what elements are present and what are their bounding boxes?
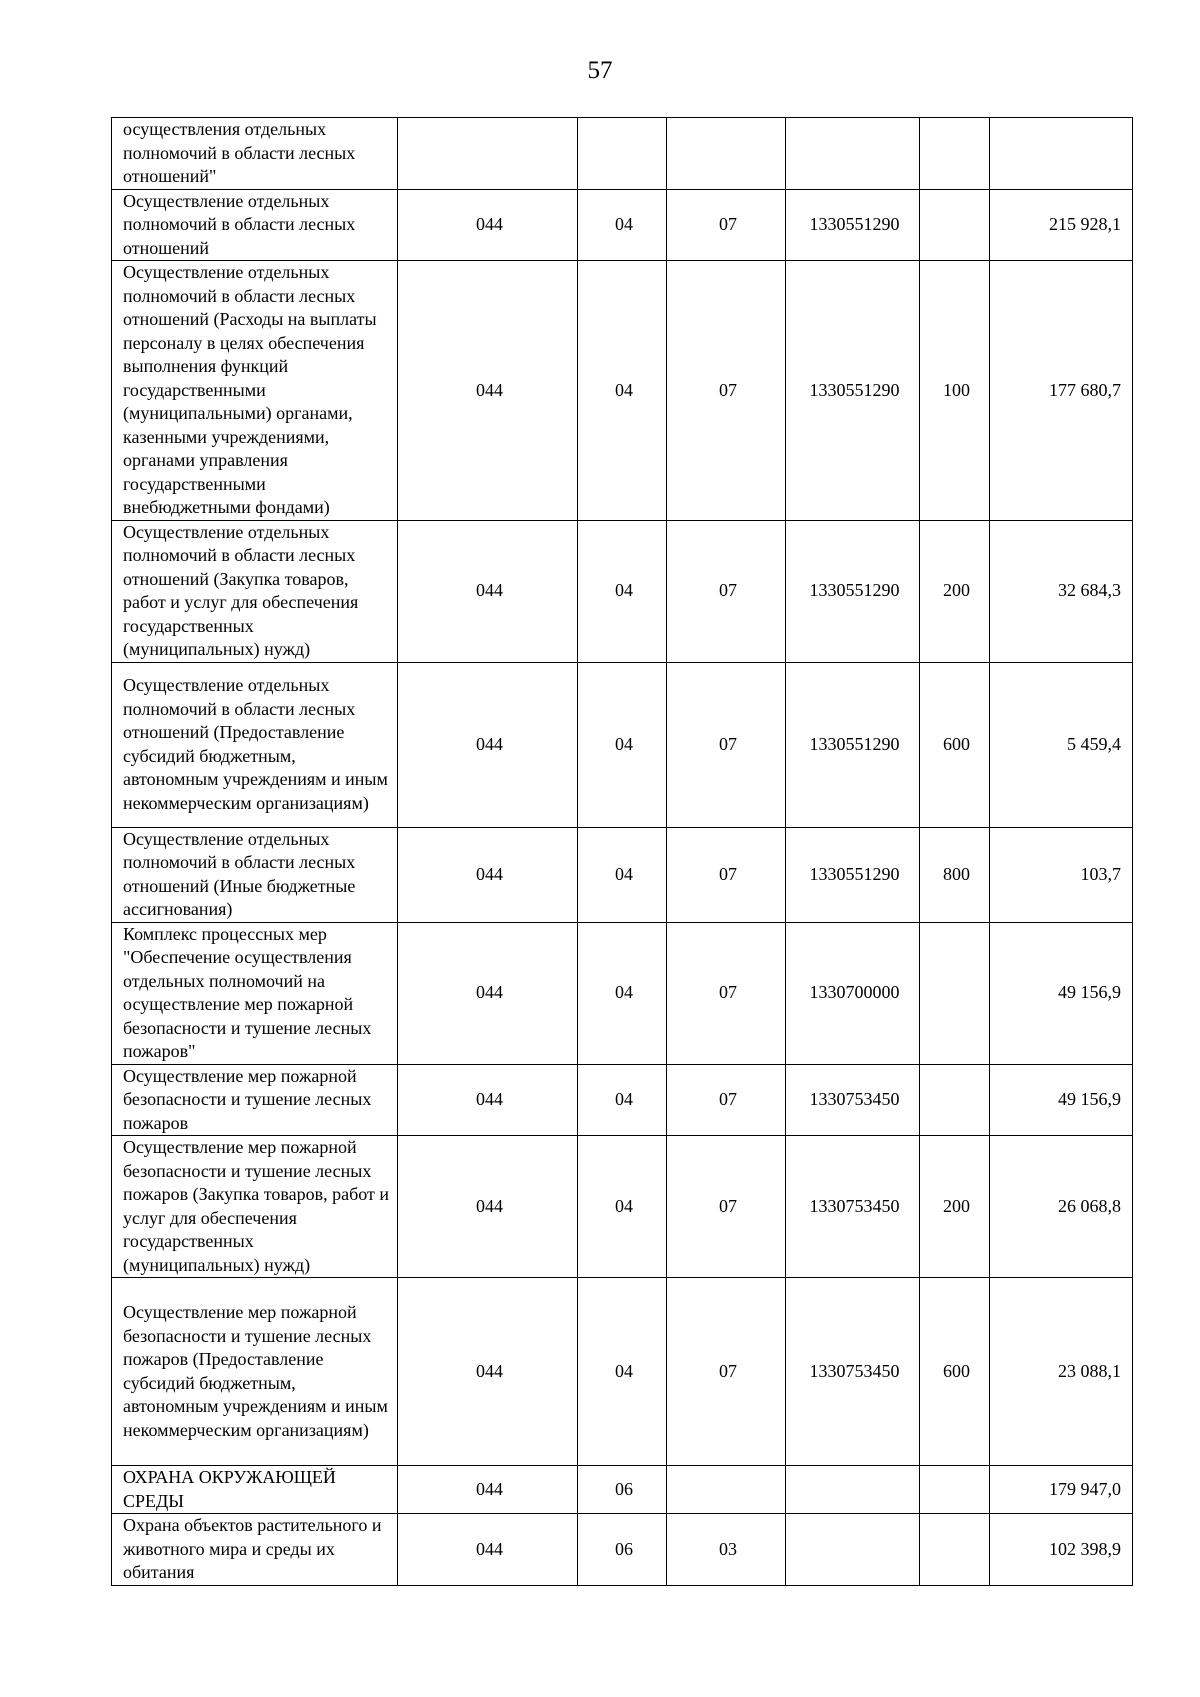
row-name: Осуществление отдельных полномочий в области лесных отношений (Закупка товаров, работ и услуг для обеспечения государственных (муниципальных) нужд) bbox=[112, 520, 398, 662]
row-sum: 32 684,3 bbox=[990, 520, 1133, 662]
row-rz: 04 bbox=[578, 1064, 667, 1136]
row-ved: 044 bbox=[398, 520, 578, 662]
row-sum: 177 680,7 bbox=[990, 261, 1133, 521]
row-pr: 07 bbox=[667, 520, 786, 662]
table-row bbox=[112, 827, 1133, 922]
row-csr: 1330753450 bbox=[786, 1136, 920, 1278]
row-name: ОХРАНА ОКРУЖАЮЩЕЙ СРЕДЫ bbox=[112, 1466, 398, 1514]
row-ved: 044 bbox=[398, 922, 578, 1064]
row-sum: 102 398,9 bbox=[990, 1514, 1133, 1586]
row-sum: 23 088,1 bbox=[990, 1278, 1133, 1466]
row-rz: 04 bbox=[578, 827, 667, 922]
row-name: Осуществление мер пожарной безопасности и тушение лесных пожаров (Предоставление субсидий бюджетным, автономным учреждениям и иным некоммерческим организациям) bbox=[112, 1278, 398, 1466]
row-vr: 600 bbox=[920, 662, 990, 827]
row-pr: 07 bbox=[667, 1064, 786, 1136]
row-vr: 800 bbox=[920, 827, 990, 922]
row-rz: 04 bbox=[578, 520, 667, 662]
row-ved: 044 bbox=[398, 261, 578, 521]
row-name: Осуществление мер пожарной безопасности и тушение лесных пожаров bbox=[112, 1064, 398, 1136]
row-rz: 04 bbox=[578, 662, 667, 827]
budget-table bbox=[111, 117, 1133, 1586]
row-ved: 044 bbox=[398, 1514, 578, 1586]
row-ved: 044 bbox=[398, 662, 578, 827]
row-pr: 07 bbox=[667, 662, 786, 827]
row-vr bbox=[920, 118, 990, 190]
row-pr: 07 bbox=[667, 1136, 786, 1278]
row-vr bbox=[920, 189, 990, 261]
row-name: Осуществление мер пожарной безопасности и тушение лесных пожаров (Закупка товаров, работ и услуг для обеспечения государственных (муниципальных) нужд) bbox=[112, 1136, 398, 1278]
row-csr: 1330551290 bbox=[786, 827, 920, 922]
row-vr: 200 bbox=[920, 520, 990, 662]
row-sum bbox=[990, 118, 1133, 190]
row-pr: 07 bbox=[667, 261, 786, 521]
row-pr bbox=[667, 1466, 786, 1514]
row-rz: 04 bbox=[578, 261, 667, 521]
row-vr: 200 bbox=[920, 1136, 990, 1278]
row-csr: 1330700000 bbox=[786, 922, 920, 1064]
row-csr bbox=[786, 1466, 920, 1514]
row-csr bbox=[786, 118, 920, 190]
row-sum: 26 068,8 bbox=[990, 1136, 1133, 1278]
row-ved: 044 bbox=[398, 1136, 578, 1278]
table-row bbox=[112, 1514, 1133, 1586]
budget-table-body bbox=[112, 118, 1133, 1586]
row-rz: 04 bbox=[578, 1136, 667, 1278]
table-row bbox=[112, 922, 1133, 1064]
row-ved: 044 bbox=[398, 827, 578, 922]
row-ved: 044 bbox=[398, 1278, 578, 1466]
table-row bbox=[112, 662, 1133, 827]
row-pr: 03 bbox=[667, 1514, 786, 1586]
row-sum: 5 459,4 bbox=[990, 662, 1133, 827]
row-sum: 103,7 bbox=[990, 827, 1133, 922]
row-name: осуществления отдельных полномочий в области лесных отношений" bbox=[112, 118, 398, 190]
row-csr: 1330551290 bbox=[786, 520, 920, 662]
table-row bbox=[112, 1278, 1133, 1466]
row-csr: 1330551290 bbox=[786, 189, 920, 261]
page-number: 57 bbox=[587, 57, 613, 84]
row-vr: 100 bbox=[920, 261, 990, 521]
row-ved: 044 bbox=[398, 189, 578, 261]
row-name: Осуществление отдельных полномочий в области лесных отношений (Предоставление субсидий бюджетным, автономным учреждениям и иным некоммерческим организациям) bbox=[112, 662, 398, 827]
table-row bbox=[112, 1064, 1133, 1136]
row-pr bbox=[667, 118, 786, 190]
row-vr bbox=[920, 922, 990, 1064]
row-csr bbox=[786, 1514, 920, 1586]
row-csr: 1330753450 bbox=[786, 1064, 920, 1136]
row-pr: 07 bbox=[667, 922, 786, 1064]
row-name: Охрана объектов растительного и животного мира и среды их обитания bbox=[112, 1514, 398, 1586]
row-name: Осуществление отдельных полномочий в области лесных отношений (Иные бюджетные ассигнования) bbox=[112, 827, 398, 922]
row-rz: 04 bbox=[578, 189, 667, 261]
row-name: Осуществление отдельных полномочий в области лесных отношений bbox=[112, 189, 398, 261]
row-pr: 07 bbox=[667, 189, 786, 261]
row-csr: 1330753450 bbox=[786, 1278, 920, 1466]
row-ved: 044 bbox=[398, 1064, 578, 1136]
row-name: Комплекс процессных мер "Обеспечение осуществления отдельных полномочий на осуществление мер пожарной безопасности и тушение лесных пожаров" bbox=[112, 922, 398, 1064]
table-row bbox=[112, 1136, 1133, 1278]
table-row bbox=[112, 261, 1133, 521]
row-pr: 07 bbox=[667, 1278, 786, 1466]
row-pr: 07 bbox=[667, 827, 786, 922]
row-ved: 044 bbox=[398, 1466, 578, 1514]
row-csr: 1330551290 bbox=[786, 662, 920, 827]
row-sum: 49 156,9 bbox=[990, 1064, 1133, 1136]
row-vr bbox=[920, 1514, 990, 1586]
row-rz bbox=[578, 118, 667, 190]
table-row bbox=[112, 189, 1133, 261]
row-name: Осуществление отдельных полномочий в области лесных отношений (Расходы на выплаты персоналу в целях обеспечения выполнения функций государственными (муниципальными) органами, казенными учреждениями, органами управления государственными внебюджетными фондами) bbox=[112, 261, 398, 521]
table-row bbox=[112, 1466, 1133, 1514]
row-sum: 215 928,1 bbox=[990, 189, 1133, 261]
row-ved bbox=[398, 118, 578, 190]
row-rz: 06 bbox=[578, 1466, 667, 1514]
row-rz: 06 bbox=[578, 1514, 667, 1586]
row-vr bbox=[920, 1466, 990, 1514]
row-rz: 04 bbox=[578, 1278, 667, 1466]
row-sum: 49 156,9 bbox=[990, 922, 1133, 1064]
row-sum: 179 947,0 bbox=[990, 1466, 1133, 1514]
table-row bbox=[112, 520, 1133, 662]
row-vr bbox=[920, 1064, 990, 1136]
table-row bbox=[112, 118, 1133, 190]
row-rz: 04 bbox=[578, 922, 667, 1064]
row-vr: 600 bbox=[920, 1278, 990, 1466]
row-csr: 1330551290 bbox=[786, 261, 920, 521]
